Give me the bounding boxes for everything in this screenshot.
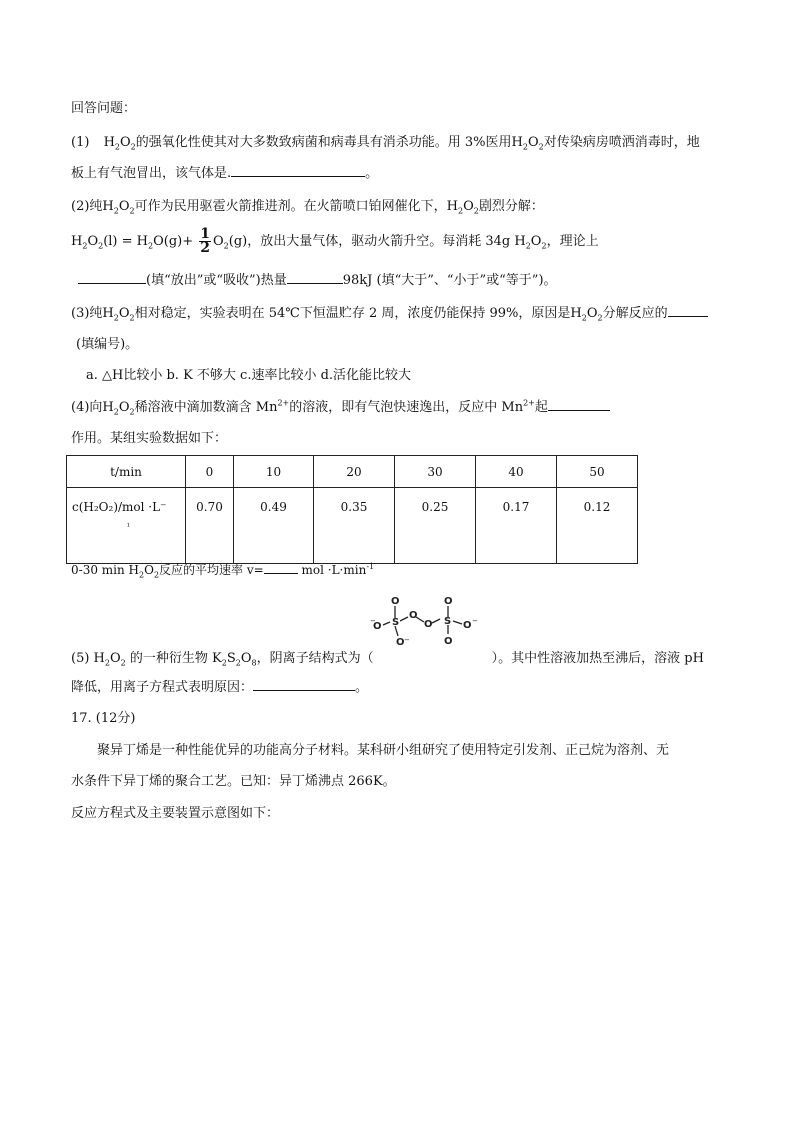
table-header-cell: 30 [395,456,476,488]
table-header-cell: 40 [476,456,557,488]
table-header-label: t/min [67,456,186,488]
question-4-rate-line: 0-30 $\min H_2O_2$反应的平均速率 v= mol $\cdot L\cdot\min^{-1}$ [71,562,375,580]
table-cell: 0.49 [234,488,314,564]
data-table [66,455,638,564]
structure-atom: O [444,596,453,607]
anion-structure-diagram [368,592,492,658]
table-cell: 0.12 [557,488,638,564]
table-row [67,488,638,564]
question-3-line-2: (填编号)。 [76,337,139,352]
answer-blank[interactable] [264,561,298,574]
question-5-line-1: (5) $H_2O_2$ 的一种衍生物 $K_2S_2O_8$，阴离子结构式为（ ）。其中性溶液加热至沸后，溶液 pH [71,651,704,668]
answer-blank[interactable] [548,398,610,411]
table-row-label: c(H₂O₂)/mol ·L⁻ ¹ [67,488,186,564]
section-heading: 回答问题： [71,101,137,116]
table-header-row [67,456,638,488]
table-cell: 0.70 [186,488,234,564]
question-5-line-2: 降低，用离子方程式表明原因： 。 [71,680,369,695]
structure-atom: O [396,637,405,648]
structure-atom: O [409,610,418,621]
question-2-line-1: (2)纯$H_2O_2$可作为民用驱雹火箭推进剂。在火箭喷口铂网催化下，$H_2O_2$剧烈分解： [71,199,544,216]
question-1-line-1: (1) $H_2O_2$的强氧化性使其对大多数致病菌和病毒具有消杀功能。用 3%医用$H_2O_2$对传染病房喷洒消毒时，地 [71,135,700,152]
answer-blank[interactable] [287,271,343,284]
question-4-line-1: (4)向$H_2O_2$稀溶液中滴加数滴含 $Mn^{2+}$的溶液，即有气泡快速逸出，反应中 $Mn^{2+}$起 [71,398,610,417]
fraction-one-half: $\frac{1}{2}$ [200,226,210,256]
table-header-cell: 50 [557,456,638,488]
structure-atom: S [444,616,452,627]
question-4-line-2: 作用。某组实验数据如下： [71,431,228,446]
question-17-paragraph-3: 反应方程式及主要装置示意图如下： [71,806,280,821]
table-cell: 0.17 [476,488,557,564]
svg-text:−: − [472,617,478,625]
question-17-paragraph-1: 聚异丁烯是一种性能优异的功能高分子材料。某科研小组研究了使用特定引发剂、正己烷为溶剂、无 [97,743,670,758]
answer-blank[interactable] [668,304,708,317]
svg-text:−: − [370,617,376,625]
question-3-line-1: (3)纯$H_2O_2$相对稳定，实验表明在 54℃下恒温贮存 2 周，浓度仍能保持 99%，原因是$H_2O_2$分解反应的 [71,304,708,323]
structure-atom: O [391,596,400,607]
question-1-line-2: 板上有气泡冒出，该气体是. 。 [71,166,379,181]
answer-blank[interactable] [231,164,365,177]
table-cell: 0.25 [395,488,476,564]
structure-atom: O [424,619,433,630]
structure-atom: O [444,636,453,647]
answer-blank[interactable] [253,678,355,691]
structure-atom: S [392,617,400,628]
question-2-equation: $H_2O_2(l) = H_2O(g)+$ $\frac{1}{2}$ $O_2(g)$，放出大量气体，驱动火箭升空。每消耗 34g $H_2O_2$，理论上 [71,226,599,256]
answer-blank[interactable] [78,271,146,284]
table-header-cell: 0 [186,456,234,488]
question-2-line-3: (填“放出”或“吸收”)热量 98kJ (填“大于”、“小于”或“等于”)。 [78,271,557,290]
question-17-paragraph-2: 水条件下异丁烯的聚合工艺。已知：异丁烯沸点 266K。 [71,774,396,789]
table-cell: 0.35 [314,488,395,564]
question-3-options: a. △H比较小 b. K 不够大 c.速率比较小 d.活化能比较大 [86,368,412,383]
svg-text:−: − [404,636,410,644]
structure-atom: O [463,620,472,631]
table-header-cell: 20 [314,456,395,488]
question-number: (1) [71,135,90,150]
question-17-title: 17. (12分) [71,711,136,726]
structure-atom: O [373,621,382,632]
table-header-cell: 10 [234,456,314,488]
